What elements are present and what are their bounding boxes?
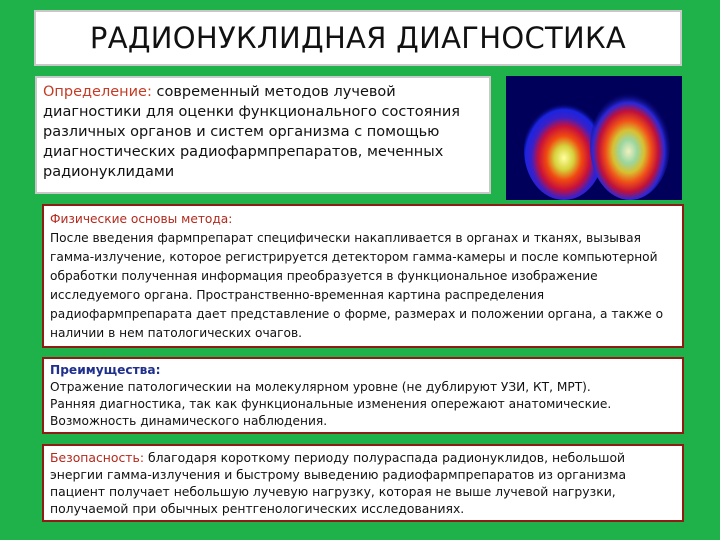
safety-box (42, 444, 684, 522)
physics-label: Физические основы метода: (50, 212, 233, 226)
advantages-line-2: Ранняя диагностика, так как функциональные изменения опережают анатомические. (50, 397, 612, 411)
right-lung-shape (590, 92, 670, 200)
physics-text: После введения фармпрепарат специфически накапливается в органах и тканях, вызывая гамма-излучение, которое регистрируется детектором гамма-камеры и после компьютерной обработки полученная информация преобразуется в функциональное изображение исследуемого органа. Пространственно-временная картина распределения радиофармпрепарата дает представление о форме, размерах и положении органа, а также о наличии в нем патологических очагов. (50, 231, 664, 340)
advantages-line-3: Возможность динамического наблюдения. (50, 414, 328, 428)
title-box (34, 10, 682, 66)
page-title: РАДИОНУКЛИДНАЯ ДИАГНОСТИКА (89, 21, 627, 55)
advantages-line-1: Отражение патологическии на молекулярном уровне (не дублируют УЗИ, КТ, МРТ). (50, 380, 591, 394)
safety-label: Безопасность: (50, 450, 144, 465)
physics-box (42, 204, 684, 348)
advantages-label: Преимущества: (50, 363, 161, 377)
definition-text: современный методов лучевой диагностики для оценки функционального состояния различных органов и систем организма с помощью диагностических радиофармпрепаратов, меченных радионуклидами (43, 84, 460, 180)
lung-scintigram-image (506, 76, 682, 200)
advantages-box (42, 357, 684, 434)
definition-box (35, 76, 491, 194)
definition-label: Определение: (43, 84, 152, 100)
safety-text: благодаря короткому периоду полураспада радионуклидов, небольшой энергии гамма-излучения и быстрому выведению радиофармпрепаратов из организма пациент получает небольшую лучевую нагрузку, которая не выше лучевой нагрузки, получаемой при обычных рентгенологических исследованиях. (50, 450, 627, 516)
lung-scan-graphic (506, 76, 682, 200)
